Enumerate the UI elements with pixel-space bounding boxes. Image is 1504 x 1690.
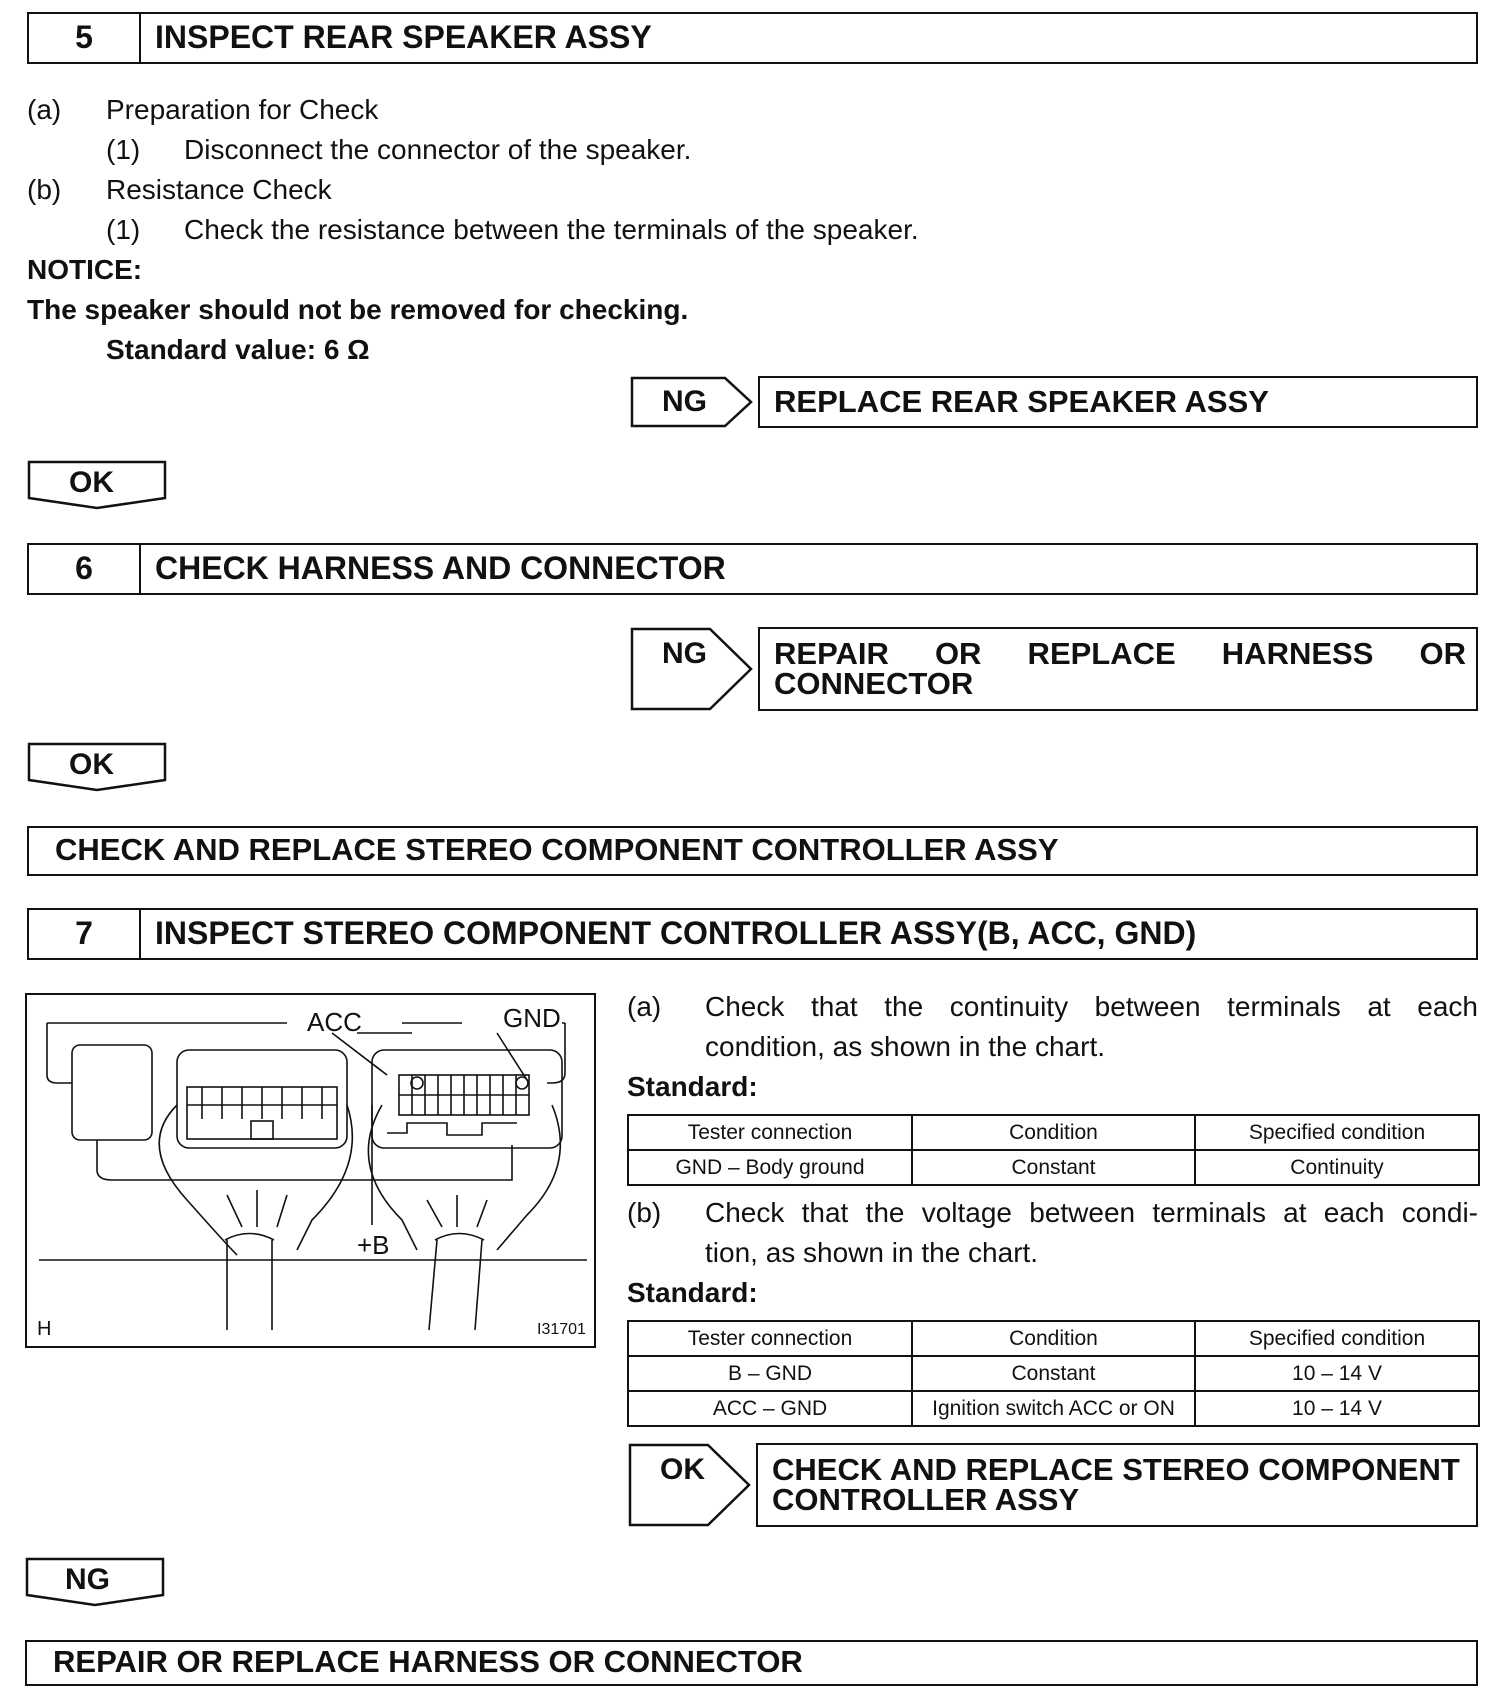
ok-result-box-7 [756,1443,1478,1527]
connector-figure [25,993,596,1348]
step-title: INSPECT STEREO COMPONENT CONTROLLER ASSY(B, ACC, GND) [155,915,1197,951]
ng-result-text: REPLACE REAR SPEAKER ASSY [774,384,1269,419]
item-text-a-line-1: Check that the continuity between terminals at each [705,991,1478,1022]
table-header-cell: Condition [912,1115,1195,1150]
table-cell: B – GND [628,1356,912,1391]
table-header-cell: Specified condition [1195,1321,1479,1356]
ng-result-line-2: CONNECTOR [774,666,974,701]
item-label-b: (b) [27,174,62,205]
subitem-text-1b: Check the resistance between the terminals of the speaker. [184,214,919,245]
item-label-a: (a) [627,991,662,1022]
table-header-cell: Tester connection [628,1321,912,1356]
subitem-text-1: Disconnect the connector of the speaker. [184,134,692,165]
table-header-cell: Specified condition [1195,1115,1479,1150]
ok-label: OK [69,466,114,499]
step-number: 5 [29,14,141,62]
figure-id: I31701 [537,1321,586,1338]
label-h: H [37,1318,52,1340]
table-row [628,1391,1479,1426]
table-row [628,1150,1479,1185]
ok-result-line-1: CHECK AND REPLACE STEREO COMPONENT [772,1452,1460,1487]
subitem-label-1b: (1) [106,214,141,245]
notice-text: The speaker should not be removed for checking. [27,294,689,325]
item-text-a: Preparation for Check [106,94,379,125]
table-cell: Ignition switch ACC or ON [912,1391,1195,1426]
step-7-header [27,908,1478,960]
final-action-text: REPAIR OR REPLACE HARNESS OR CONNECTOR [53,1644,803,1679]
table-header-row [628,1115,1479,1150]
ng-label: NG [65,1563,110,1596]
label-plus-b: +B [357,1230,390,1260]
ng-result-line-1: REPAIR OR REPLACE HARNESS OR [774,636,1466,671]
table-header-cell: Tester connection [628,1115,912,1150]
table-cell: 10 – 14 V [1195,1356,1479,1391]
ng-result-box-5 [758,376,1478,428]
subitem-label-1: (1) [106,134,141,165]
item-text-b-line-1: Check that the voltage between terminals at each condi- [705,1197,1478,1228]
table-row [628,1356,1479,1391]
ok-result-line-2: CONTROLLER ASSY [772,1482,1080,1517]
table-cell: Constant [912,1356,1195,1391]
table-cell: Constant [912,1150,1195,1185]
standard-heading-1: Standard: [627,1071,758,1102]
ok-arrow-7 [628,1443,753,1527]
item-text-a-line-2: condition, as shown in the chart. [705,1031,1106,1062]
step-title: INSPECT REAR SPEAKER ASSY [155,19,652,55]
step-title: CHECK HARNESS AND CONNECTOR [155,550,726,586]
notice-heading: NOTICE: [27,254,143,285]
table-cell: 10 – 14 V [1195,1391,1479,1426]
table-header-cell: Condition [912,1321,1195,1356]
ng-label: NG [662,637,707,670]
standard-value: Standard value: 6 Ω [106,334,370,365]
ng-tab-7 [25,1557,165,1607]
ok-tab-6 [27,742,167,792]
ok-label: OK [69,748,114,781]
step-5-header [27,12,1478,64]
item-label-a: (a) [27,94,62,125]
step-number: 7 [29,910,141,958]
ng-label: NG [662,385,707,418]
ok-tab-5 [27,460,167,510]
table-cell: GND – Body ground [628,1150,912,1185]
ok-label: OK [660,1453,705,1486]
final-action-text: CHECK AND REPLACE STEREO COMPONENT CONTROLLER ASSY [55,832,1059,867]
item-text-b-line-2: tion, as shown in the chart. [705,1237,1039,1268]
step-number: 6 [29,545,141,593]
step-6-header [27,543,1478,595]
label-acc: ACC [307,1007,362,1037]
table-cell: Continuity [1195,1150,1479,1185]
item-text-b: Resistance Check [106,174,332,205]
ng-arrow-6 [630,627,755,711]
final-action-7 [25,1640,1478,1686]
standard-heading-2: Standard: [627,1277,758,1308]
connector-drawing-icon [27,995,594,1346]
ng-result-box-6 [758,627,1478,711]
table-header-row [628,1321,1479,1356]
voltage-table [627,1320,1480,1427]
item-label-b: (b) [627,1197,662,1228]
final-action-6 [27,826,1478,876]
ng-arrow-5 [630,376,755,428]
label-gnd: GND [503,1003,561,1033]
table-cell: ACC – GND [628,1391,912,1426]
continuity-table [627,1114,1480,1186]
